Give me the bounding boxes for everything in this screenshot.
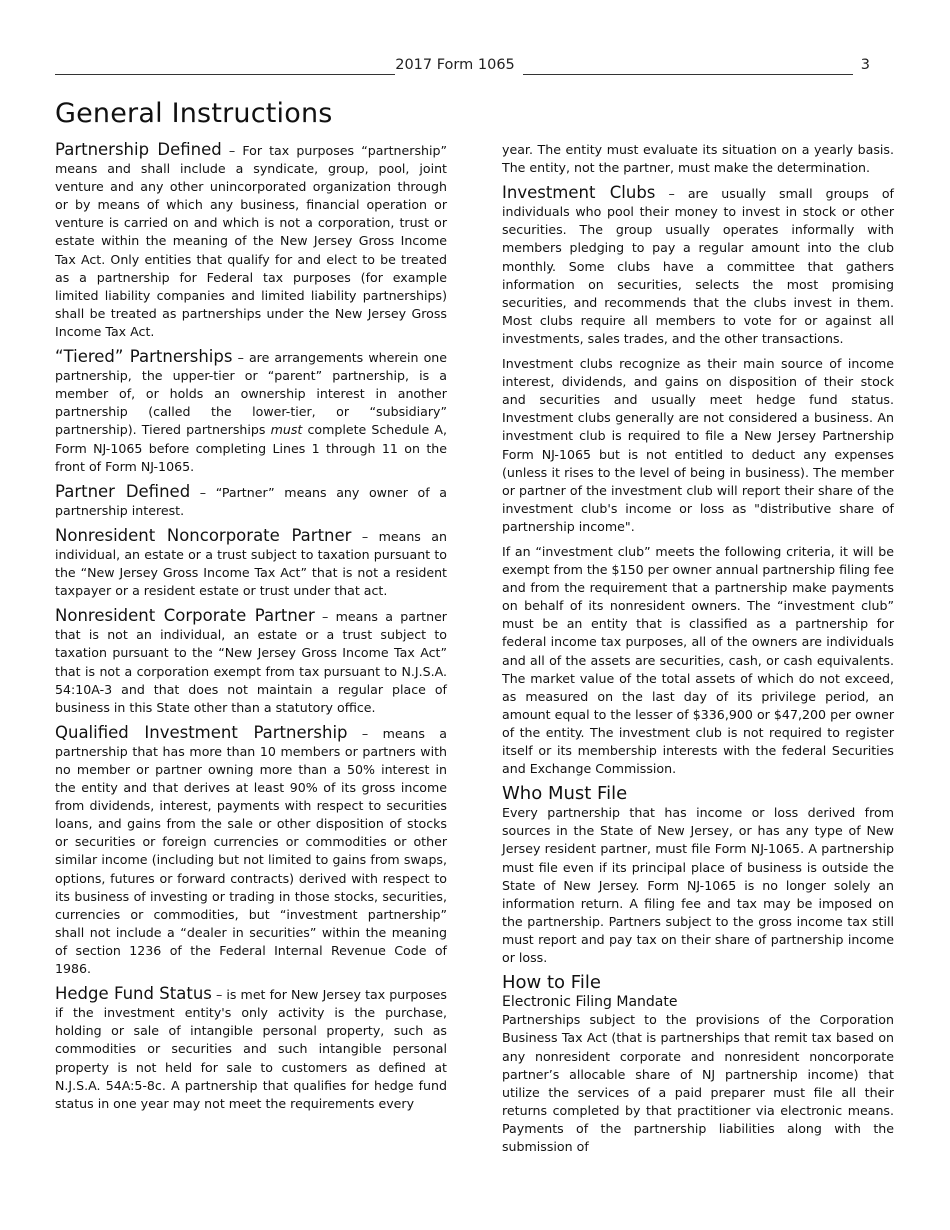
investment-clubs-paragraph-3: If an “investment club” meets the following criteria, it will be exempt from the $150 per owner annual partnership filing fee and from the requirement that a partnership make payments on behalf of its nonresident owners. The “investment club” must be an entity that is classified as a partnership for federal income tax purposes, all of the owners are individuals and all of the assets are securities, cash, or cash equivalents. The market value of the total assets of which do not exceed, as measured on the last day of its privilege period, an amount equal to the lesser of $336,900 or $47,200 per owner of the entity. The investment club is not required to register itself or its membership interests with the federal Securities and Exchange Commission. [502,543,894,777]
section-body: means a partnership that has more than 10 members or partners with no member or partner owning more than a 50% interest in the entity and that derives at least 90% of its gross income from dividends, interest, payments with respect to securities loans, and gains from the sale or other disposition of stocks or securities or foreign currencies or commodities or other similar income (including but not limited to gains from swaps, options, futures or forward contracts) derived with respect to its business of investing or trading in those stocks, securities, currencies or commodities, but “investment partnership” shall not include a “dealer in securities” within the meaning of section 1236 of the Federal Internal Revenue Code of 1986. [55,725,447,977]
page-header [55,57,870,79]
hedge-fund-section: Hedge Fund Status – is met for New Jersey tax purposes if the investment entity's only activity is the purchase, holding or sale of intangible personal property, such as commodities or securities and such intangible personal property is not held for sale to customers as defined at N.J.S.A. 54A:5-8c. A partnership that qualifies for hedge fund status in one year may not meet the requirements every [55,984,447,1111]
section-term: Nonresident Corporate Partner [55,606,315,626]
section-term: Partner Defined [55,481,191,501]
how-to-file-heading: How to File [502,972,601,994]
section-body: are usually small groups of individuals who pool their money to invest in stock or other securities. The group usually operates informally with members pledging to pay a regular amount into the club monthly. Some clubs have a committee that gathers information on securities, selects the most promising securities, and recommends that the clubs invest in them. Most clubs require all members to vote for or against all investments, sales trades, and the other transactions. [502,186,894,346]
who-must-file-heading: Who Must File [502,783,628,805]
left-column [55,141,447,1120]
section-term: Qualified Investment Partnership [55,722,348,742]
header-rule-right [523,74,853,75]
electronic-filing-subheading: Electronic Filing Mandate [502,994,678,1011]
section-body: “Partner” means any owner of a partnership interest. [55,484,447,518]
qualified-investment-section: Qualified Investment Partnership – means a partnership that has more than 10 members or partners with no member or partner owning more than a 50% interest in the entity and that derives at least 90% of its gross income from dividends, interest, payments with respect to securities loans, and gains from the sale or other disposition of stocks or securities or foreign currencies or commodities or other similar income (including but not limited to gains from swaps, options, futures or forward contracts) derived with respect to its business of investing or trading in those stocks, securities, currencies or commodities, but “investment partnership” shall not include a “dealer in securities” within the meaning of section 1236 of the Federal Internal Revenue Code of 1986. [55,722,447,977]
section-body: For tax purposes “partnership” means and shall include a syndicate, group, pool, joint venture and any other unincorporated organization through or by means of which any business, financial operation or venture is carried on and which is not a corporation, trust or estate within the meaning of the New Jersey Gross Income Tax Act. Only entities that qualify for and elect to be treated as a partnership for Federal tax purposes (for example limited liability companies and limited liability partnerships) shall be treated as partnerships under the New Jersey Gross Income Tax Act. [55,143,448,339]
section-body: are arrangements wherein one partnership, the upper-tier or “parent” partnership, is a member of, or holds an ownership interest in another partnership (called the lower-tier, or “subsidiary” partnership). Tiered partnerships [55,350,448,438]
section-term: Partnership Defined [55,140,222,159]
page-number: 3 [860,57,870,73]
section-body: means a partner that is not an individual, an estate or a trust subject to taxation pursuant to the “New Jersey Gross Income Tax Act” that is not a corporation exempt from tax pursuant to N.J.S.A. 54:10A-3 and that does not maintain a regular place of business in this State other than a statutory office. [55,609,447,715]
section-body: is met for New Jersey tax purposes if the investment entity's only activity is the purchase, holding or sale of intangible personal property, such as commodities or securities and such intangible personal property is not held for sale to customers as defined at N.J.S.A. 54A:5-8c. A partnership that qualifies for hedge fund status in one year may not meet the requirements every [55,987,447,1111]
section-body-continued: complete Schedule A, Form NJ-1065 before completing Lines 1 through 11 on the front of Form NJ-1065. [55,422,447,474]
nonresident-noncorporate-section: Nonresident Noncorporate Partner – means an individual, an estate or a trust subject to taxation pursuant to the “New Jersey Gross Income Tax Act” that is not a resident taxpayer or a resident estate or trust under that act. [55,525,447,599]
hedge-fund-continued: year. The entity must evaluate its situation on a yearly basis. The entity, not the partner, must make the determination. [502,142,894,176]
who-must-file-body: Every partnership that has income or loss derived from sources in the State of New Jersey, or has any type of New Jersey resident partner, must file Form NJ-1065. A partnership must file even if its principal place of business is outside the State of New Jersey. Form NJ-1065 is no longer solely an information return. A filing fee and tax may be imposed on the partnership. Partners subject to the gross income tax still must report and pay tax on their share of partnership income or loss. [502,805,894,966]
section-term: Investment Clubs [502,183,656,203]
header-rule-left [55,74,395,75]
partnership-defined-section: Partnership Defined – For tax purposes “partnership” means and shall include a syndicate, group, pool, joint venture and any other unincorporated organization through or by means of which any business, financial operation or venture is carried on and which is not a corporation, trust or estate within the meaning of the New Jersey Gross Income Tax Act. Only entities that qualify for and elect to be treated as a partnership for Federal tax purposes (for example limited liability companies and limited liability partnerships) shall be treated as partnerships under the New Jersey Gross Income Tax Act. [55,140,448,339]
page-title: General Instructions [55,98,333,129]
right-column [502,141,894,1163]
how-to-file-body: Partnerships subject to the provisions of the Corporation Business Tax Act (that is partnerships that remit tax based on any nonresident corporate and nonresident noncorporate partner’s allocable share of NJ partnership income) that utilize the services of a paid preparer must file all their returns completed by that practitioner via electronic means. Payments of the partnership liabilities along with the submission of [502,1012,894,1154]
section-term: “Tiered” Partnerships [55,347,233,367]
tiered-partnerships-section: “Tiered” Partnerships – are arrangements wherein one partnership, the upper-tier or “parent” partnership, is a member of, or holds an ownership interest in another partnership (called the lower-tier, or “subsidiary” partnership). Tiered partnerships must complete Schedule A, Form NJ-1065 before completing Lines 1 through 11 on the front of Form NJ-1065. [55,347,448,474]
investment-clubs-paragraph-2: Investment clubs recognize as their main source of income interest, dividends, and gains on disposition of their stock and securities and usually meet hedge fund status. Investment clubs generally are not considered a business. An investment club is required to file a New Jersey Partnership Form NJ-1065 but is not entitled to deduct any expenses (unless it rises to the level of being in business). The member or partner of the investment club will report their share of the investment club's income or loss as "distributive share of partnership income". [502,356,894,534]
emphasis-text: must [270,422,303,438]
form-title: 2017 Form 1065 [55,57,855,73]
partner-defined-section: Partner Defined – “Partner” means any owner of a partnership interest. [55,481,447,518]
nonresident-corporate-section: Nonresident Corporate Partner – means a partner that is not an individual, an estate or a trust subject to taxation pursuant to the “New Jersey Gross Income Tax Act” that is not a corporation exempt from tax pursuant to N.J.S.A. 54:10A-3 and that does not maintain a regular place of business in this State other than a statutory office. [55,606,447,715]
investment-clubs-section: Investment Clubs – are usually small groups of individuals who pool their money to invest in stock or other securities. The group usually operates informally with members pledging to pay a regular amount into the club monthly. Some clubs have a committee that gathers information on securities, selects the most promising securities, and recommends that the clubs invest in them. Most clubs require all members to vote for or against all investments, sales trades, and the other transactions. [502,183,894,346]
section-term: Nonresident Noncorporate Partner [55,525,352,545]
section-term: Hedge Fund Status [55,984,212,1004]
section-body: means an individual, an estate or a trust subject to taxation pursuant to the “New Jersey Gross Income Tax Act” that is not a resident taxpayer or a resident estate or trust under that act. [55,528,447,599]
